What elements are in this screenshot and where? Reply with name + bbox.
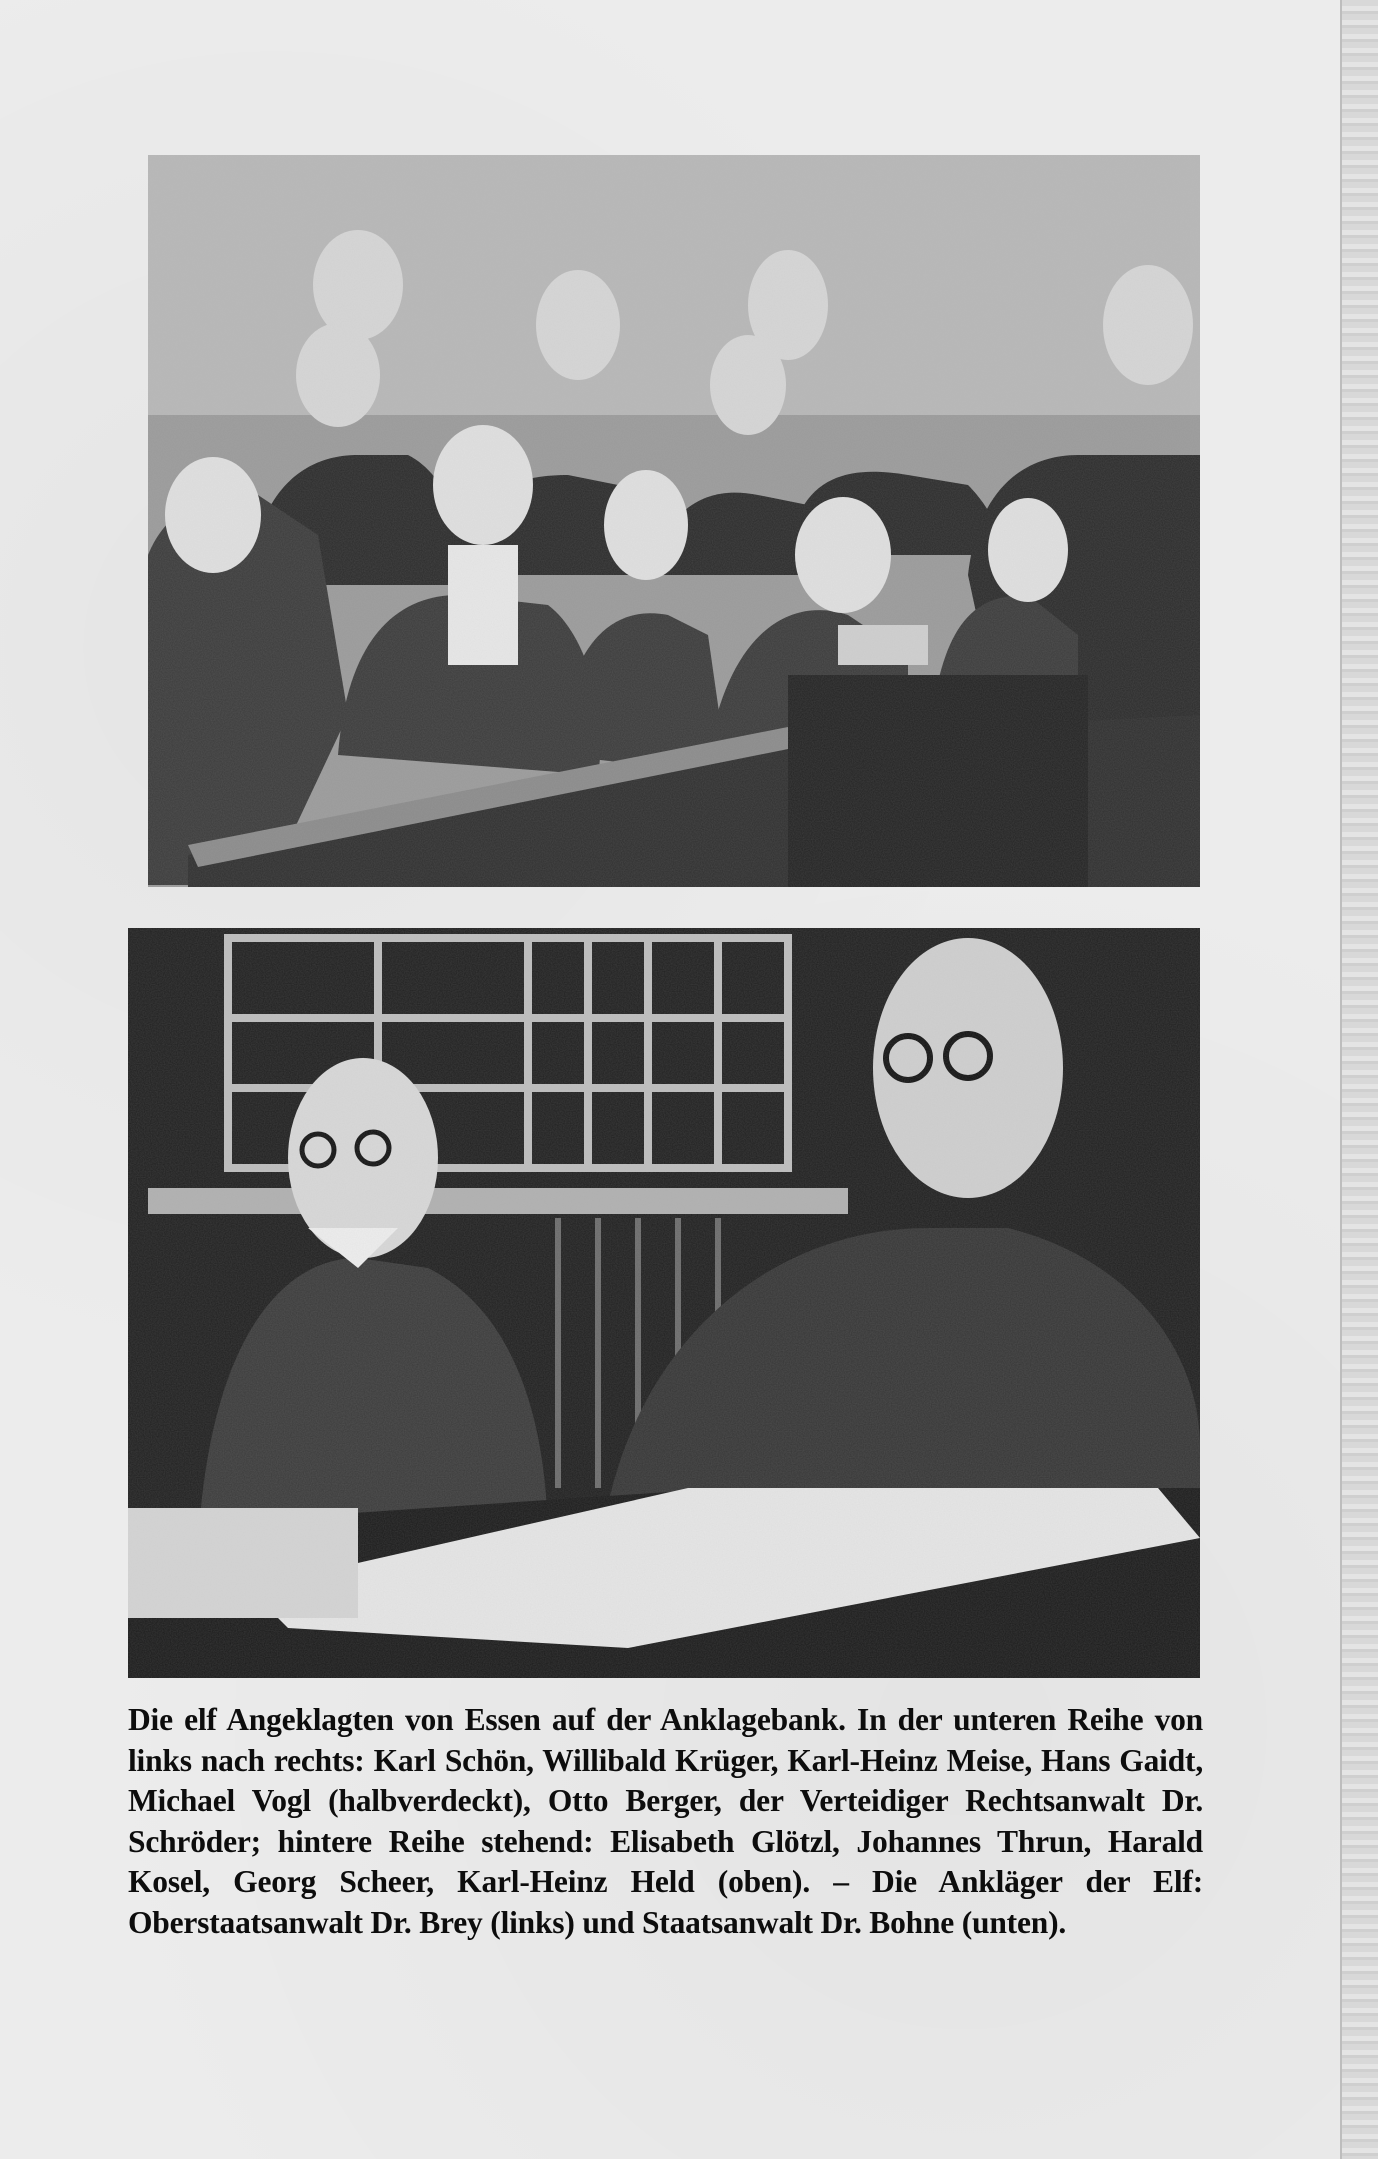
defendants-photo xyxy=(148,155,1200,887)
defendants-photo-icon xyxy=(148,155,1200,887)
photo-caption: Die elf Angeklagten von Essen auf der Anklagebank. In der unteren Reihe von links nach rechts: Karl Schön, Willibald Krüger, Karl-Heinz Meise, Hans Gaidt, Michael Vogl (halbverdeckt), Otto Berger, der Verteidiger Rechtsanwalt Dr. Schröder; hintere Reihe stehend: Elisabeth Glötzl, Johannes Thrun, Harald Kosel, Georg Scheer, Karl-Heinz Held (oben). – Die Ankläger der Elf: Oberstaatsanwalt Dr. Brey (links) und Staatsanwalt Dr. Bohne (unten). xyxy=(128,1702,1203,1940)
prosecutors-photo xyxy=(128,928,1200,1678)
prosecutors-photo-icon xyxy=(128,928,1200,1678)
book-spine-edge xyxy=(1340,0,1378,2159)
